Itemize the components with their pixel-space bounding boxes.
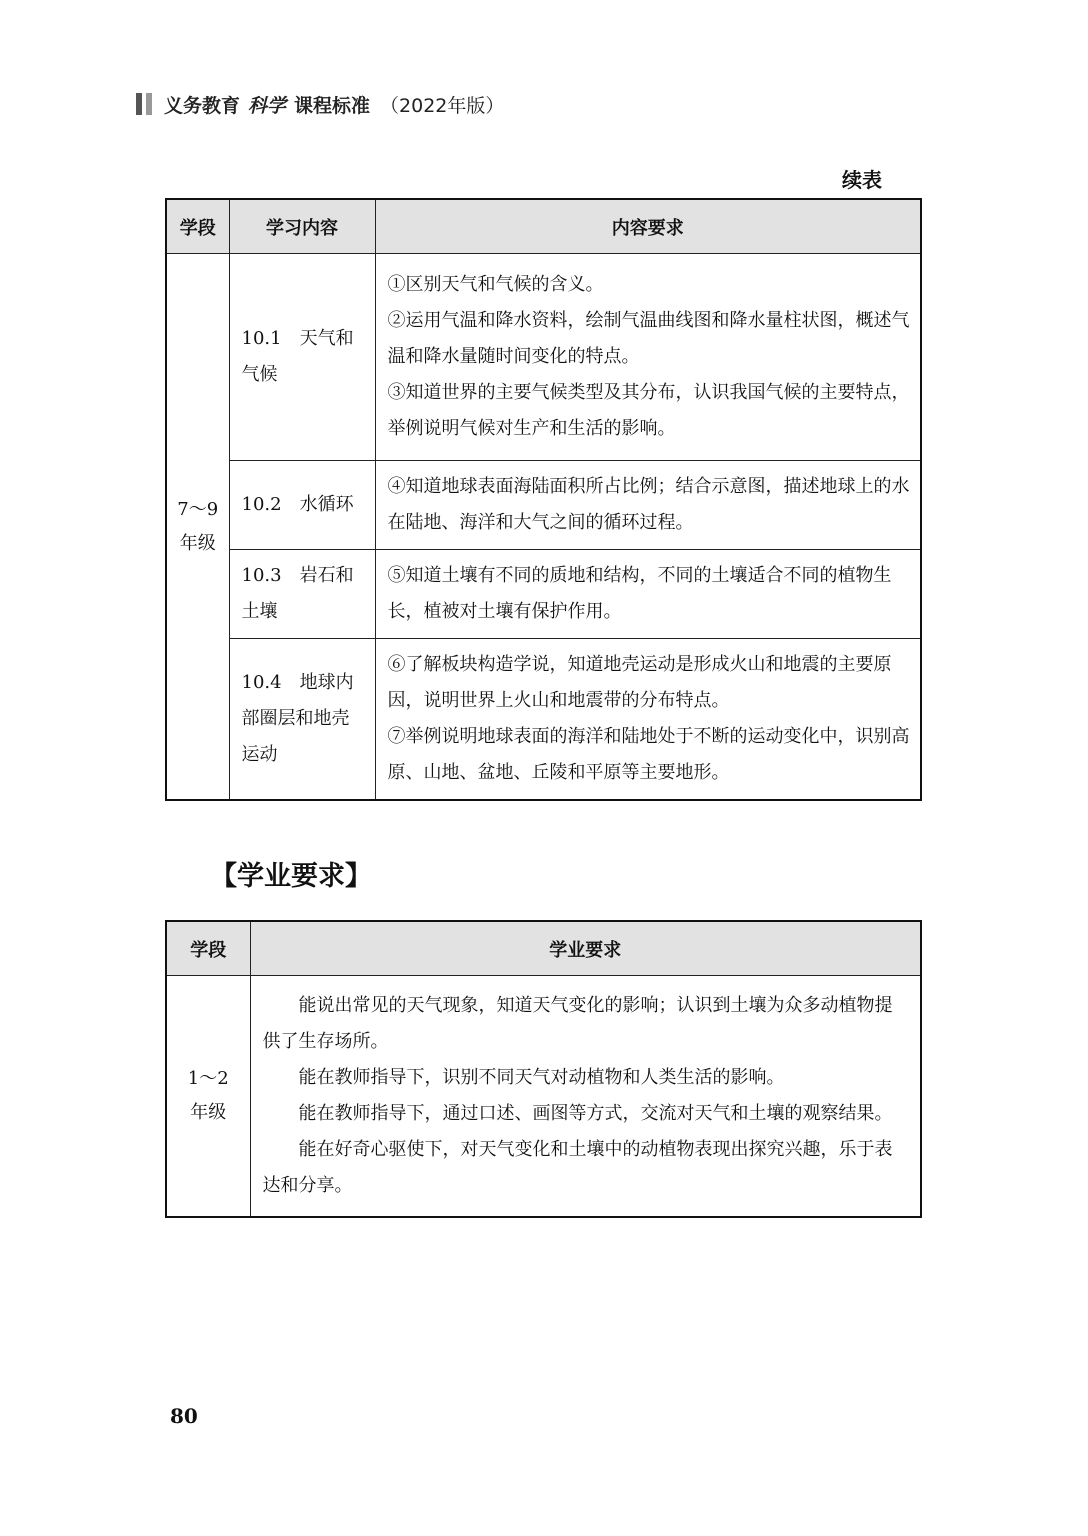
header-edition: （2022年版） <box>380 94 505 117</box>
header-book: 义务教育 <box>164 94 241 117</box>
table-header-row <box>166 199 921 254</box>
academic-requirements-table <box>165 920 922 1218</box>
stage-cell: 1～2 年级 <box>166 976 250 1218</box>
requirement-item: ④知道地球表面海陆面积所占比例；结合示意图，描述地球上的水在陆地、海洋和大气之间的循环过程。 <box>387 476 910 533</box>
stage-cell: 7～9 年级 <box>166 254 229 801</box>
header-title: 课程标准 <box>294 94 371 117</box>
requirements-cell <box>375 254 921 461</box>
requirement-paragraph: 能在教师指导下，通过口述、画图等方式，交流对天气和土壤的观察结果。 <box>298 1103 893 1124</box>
page-number: 80 <box>170 1404 198 1428</box>
topic-cell: 10.2 水循环 <box>229 461 375 550</box>
header-subject: 科学 <box>248 94 287 117</box>
running-header <box>136 90 504 118</box>
requirement-item: ⑥了解板块构造学说，知道地壳运动是形成火山和地震的主要原因，说明世界上火山和地震带的分布特点。 <box>387 654 892 711</box>
requirements-cell <box>375 461 921 550</box>
requirement-item: ②运用气温和降水资料，绘制气温曲线图和降水量柱状图，概述气温和降水量随时间变化的特点。 <box>387 310 910 367</box>
table-row <box>166 254 921 461</box>
requirement-item: ①区别天气和气候的含义。 <box>387 274 604 295</box>
table-row <box>166 639 921 801</box>
col-header-stage: 学段 <box>166 199 229 254</box>
content-requirements-table <box>165 198 922 801</box>
requirement-item: ⑤知道土壤有不同的质地和结构，不同的土壤适合不同的植物生长，植被对土壤有保护作用。 <box>387 565 892 622</box>
requirement-paragraph: 能说出常见的天气现象，知道天气变化的影响；认识到土壤为众多动植物提供了生存场所。 <box>262 995 893 1052</box>
topic-cell: 10.4 地球内部圈层和地壳运动 <box>229 639 375 801</box>
col-header-requirements: 学业要求 <box>250 921 921 976</box>
requirements-cell <box>250 976 921 1218</box>
requirements-cell <box>375 550 921 639</box>
table-row <box>166 461 921 550</box>
header-bar-mark <box>136 93 152 115</box>
section-title: 【学业要求】 <box>210 861 372 892</box>
requirement-paragraph: 能在教师指导下，识别不同天气对动植物和人类生活的影响。 <box>298 1067 785 1088</box>
table-row <box>166 550 921 639</box>
continued-label: 续表 <box>842 168 882 192</box>
requirements-cell <box>375 639 921 801</box>
requirement-item: ③知道世界的主要气候类型及其分布，认识我国气候的主要特点，举例说明气候对生产和生活的影响。 <box>387 382 910 439</box>
topic-cell: 10.1 天气和气候 <box>229 254 375 461</box>
col-header-stage: 学段 <box>166 921 250 976</box>
table-row <box>166 976 921 1218</box>
col-header-requirements: 内容要求 <box>375 199 921 254</box>
topic-cell: 10.3 岩石和土壤 <box>229 550 375 639</box>
requirement-paragraph: 能在好奇心驱使下，对天气变化和土壤中的动植物表现出探究兴趣，乐于表达和分享。 <box>262 1139 893 1196</box>
table-header-row <box>166 921 921 976</box>
requirement-item: ⑦举例说明地球表面的海洋和陆地处于不断的运动变化中，识别高原、山地、盆地、丘陵和平原等主要地形。 <box>387 726 910 783</box>
col-header-content: 学习内容 <box>229 199 375 254</box>
